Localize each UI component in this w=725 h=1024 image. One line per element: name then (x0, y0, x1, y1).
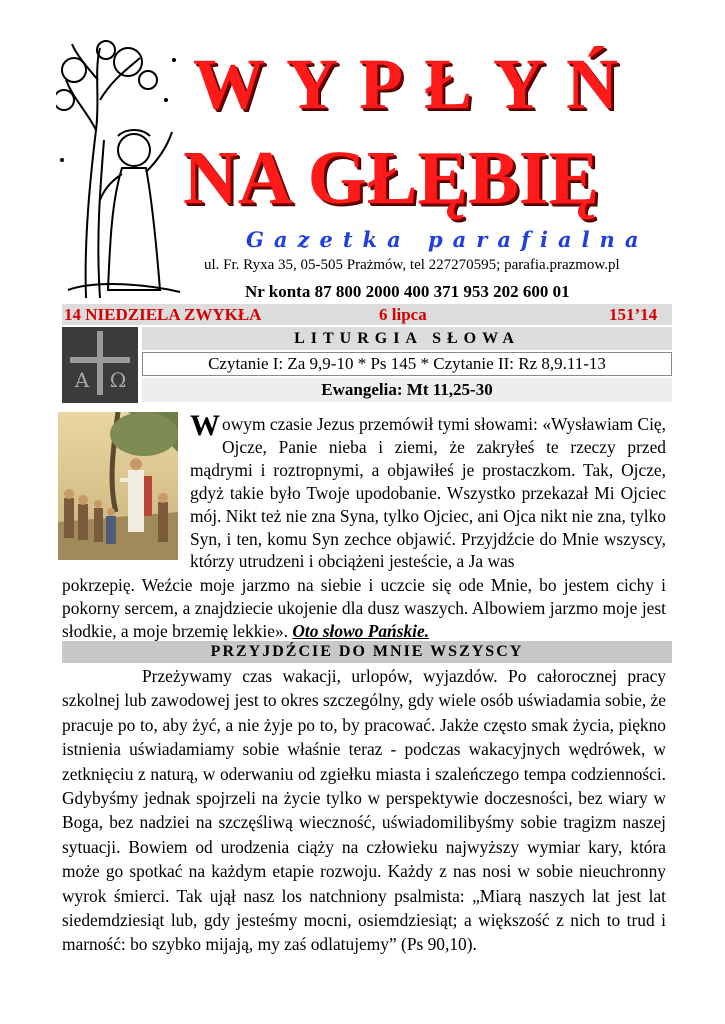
bank-account: Nr konta 87 800 2000 400 371 953 202 600 01 (245, 282, 570, 301)
gospel-text-a: owym czasie Jezus przemówił tymi słowami: «Wysławiam Cię, Ojcze, Panie nieba i ziemi, że zakryłeś te rzeczy przed mądrymi i roztropnymi, a objawiłeś je prostaczkom. Tak, Ojcze, gdyż takie było Twoje upodobanie. Wszystko przekazał Mi Ojciec mój. Nikt też nie zna Syna, tylko Ojciec, ani Ojca nikt nie zna, tylko Syn, i ten, komu Syn zechce objawić. Przyjdźcie do Mnie wszyscy, którzy utrudzeni i obciążeni jesteście, a Ja was (190, 414, 666, 572)
reflection-paragraph: Przeżywamy czas wakacji, urlopów, wyjazdów. Po całorocznej pracy szkolnej lub zawodowej jest to okres szczególny, gdy wiele osób uświadamia sobie, że pracuje po to, aby żyć, a nie żyje po to, by pracować. Jakże często smak życia, piękno istnienia uświadamiamy sobie właśnie teraz - podczas wakacyjnych wędrówek, w zetknięciu z naturą, w oderwaniu od zgiełku miasta i szaleńczego tempa codzienności. Gdybyśmy jednak spojrzeli na życie tylko w perspektywie doczesności, bez wiary w Boga, bez nadziei na szczęśliwą wieczność, uświadomilibyśmy sobie tragizm naszej sytuacji. Bowiem od urodzenia ciąży na człowieku najwyższy wymiar kary, która może go spotkać na każdym etapie rozwoju. Każdy z nas nosi w sobie nieuchronny wyrok śmierci. Tak ujął nasz los natchniony psalmista: „Miarą naszych lat jest lat siedemdziesiąt lub, gdy jesteśmy mocni, osiemdziesiąt; a większość z nich to trud i marność: bo szybko mijają, my zaś odlatujemy” (Ps 90,10). (62, 666, 666, 955)
drop-cap: W (190, 409, 220, 442)
reflection-header: PRZYJDŹCIE DO MNIE WSZYSCY (62, 641, 672, 663)
masthead-title-line2: NA GŁĘBIĘ (183, 136, 600, 220)
sunday-name: 14 NIEDZIELA ZWYKŁA (64, 305, 262, 324)
issue-number: 151’14 (609, 305, 658, 324)
reflection-body (62, 664, 666, 957)
liturgy-header: LITURGIA SŁOWA (142, 327, 672, 350)
alpha-omega-cross-icon (62, 327, 138, 403)
omega-symbol: Ω (109, 368, 127, 392)
gospel-text-lower (62, 574, 666, 643)
alpha-symbol: Α (74, 368, 90, 392)
gospel-signature: Oto słowo Pańskie. (292, 620, 430, 641)
date-bar (62, 304, 672, 325)
jesus-preaching-painting (58, 412, 178, 560)
readings-list: Czytanie I: Za 9,9-10 * Ps 145 * Czytanie II: Rz 8,9.11-13 (142, 352, 672, 376)
issue-date: 6 lipca (379, 305, 427, 324)
parish-address: ul. Fr. Ryxa 35, 05-505 Prażmów, tel 227270595; parafia.prazmow.pl (204, 257, 620, 273)
gospel-text-upper (190, 409, 666, 573)
masthead-title-line1: WYPŁYŃ (193, 44, 639, 124)
gospel-text-b: pokrzepię. Weźcie moje jarzmo na siebie i uczcie się ode Mnie, bo jestem cichy i pokorny sercem, a znajdziecie ukojenie dla dusz waszych. Albowiem jarzmo moje jest słodkie, a moje brzemię lekkie». (62, 575, 666, 641)
gospel-reference: Ewangelia: Mt 11,25-30 (142, 378, 672, 402)
masthead-subtitle: Gazetka parafialna (246, 227, 649, 252)
saint-tree-logo (56, 40, 186, 302)
